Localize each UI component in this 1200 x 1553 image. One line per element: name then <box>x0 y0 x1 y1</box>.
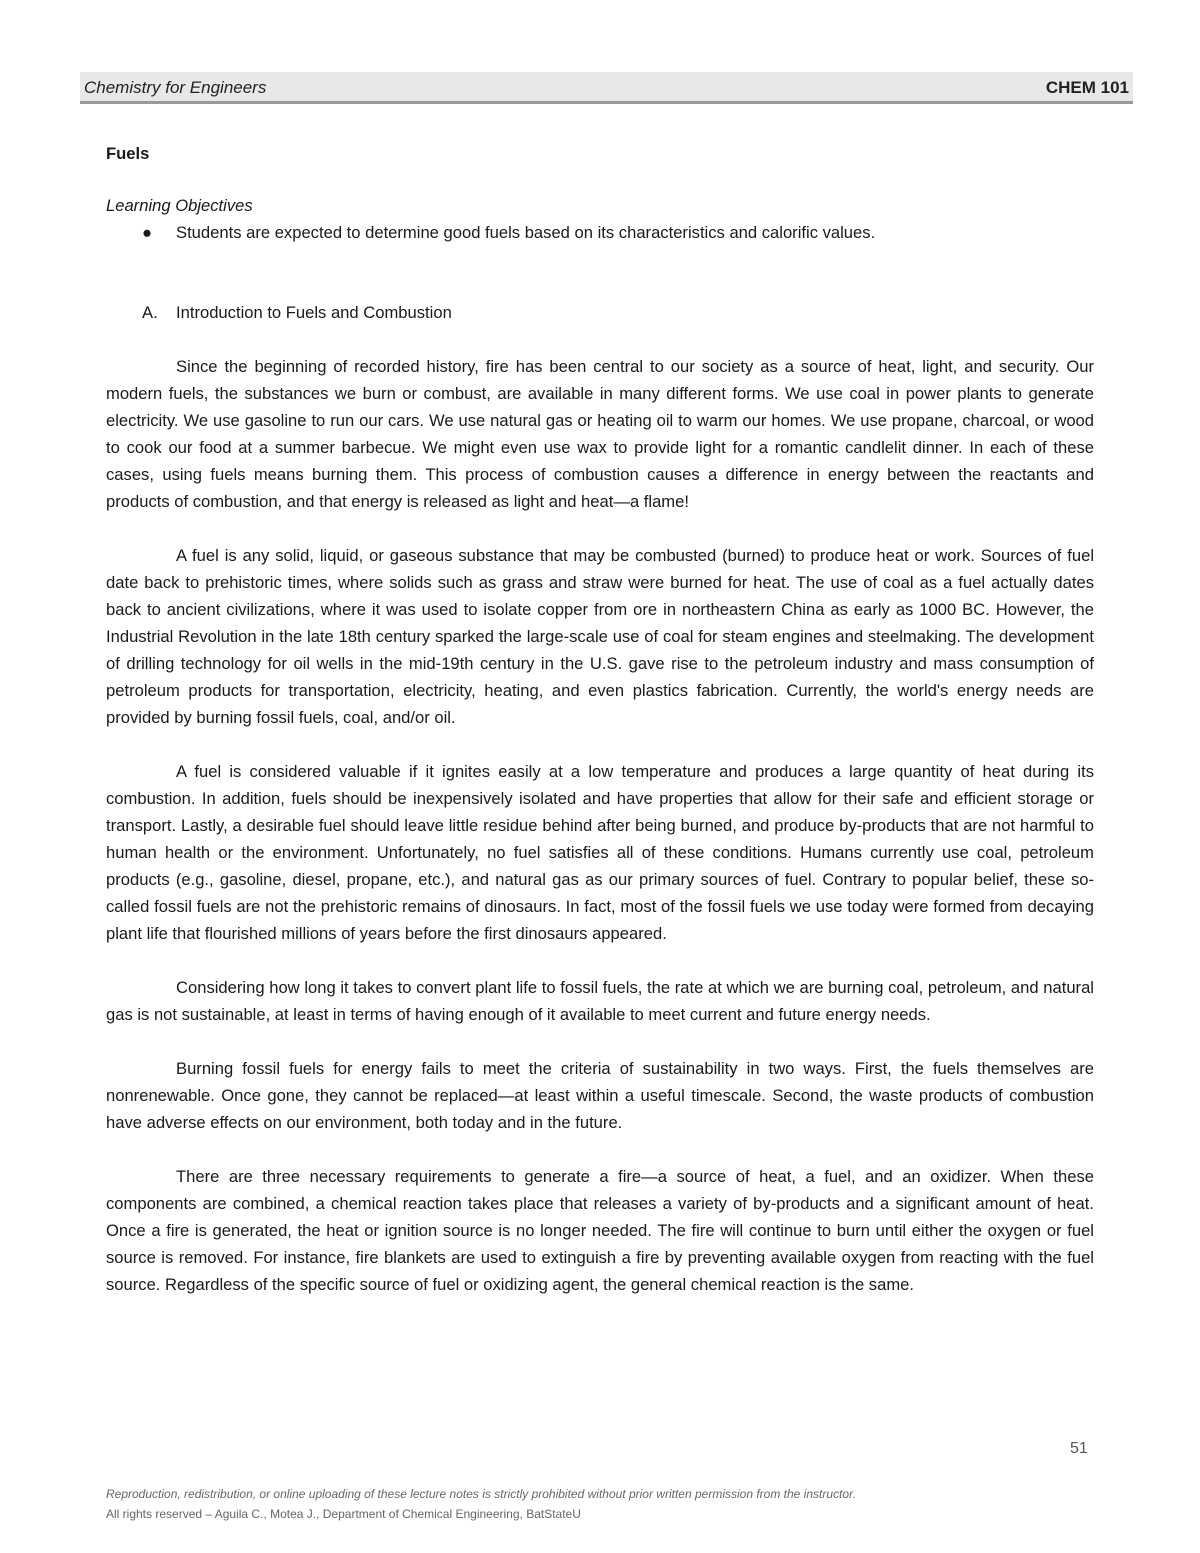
paragraph: There are three necessary requirements to generate a fire—a source of heat, a fuel, and an oxidizer. When these components are combined, a chemical reaction takes place that releases a variety of by-products and a significant amount of heat. Once a fire is generated, the heat or ignition source is no longer needed. The fire will continue to burn until either the oxygen or fuel source is removed. For instance, fire blankets are used to extinguish a fire by preventing available oxygen from reacting with the fuel source. Regardless of the specific source of fuel or oxidizing agent, the general chemical reaction is the same. <box>106 1167 1094 1294</box>
paragraph: A fuel is considered valuable if it ignites easily at a low temperature and produces a large quantity of heat during its combustion. In addition, fuels should be inexpensively isolated and have properties that allow for their safe and efficient storage or transport. Lastly, a desirable fuel should leave little residue behind after being burned, and produce by-products that are not harmful to human health or the environment. Unfortunately, no fuel satisfies all of these conditions. Humans currently use coal, petroleum products (e.g., gasoline, diesel, propane, etc.), and natural gas as our primary sources of fuel. Contrary to popular belief, these so-called fossil fuels are not the prehistoric remains of dinosaurs. In fact, most of the fossil fuels we use today were formed from decaying plant life that flourished millions of years before the first dinosaurs appeared. <box>106 762 1094 943</box>
paragraph: Burning fossil fuels for energy fails to meet the criteria of sustainability in two ways. First, the fuels themselves are nonrenewable. Once gone, they cannot be replaced—at least within a useful timescale. Second, the waste products of combustion have adverse effects on our environment, both today and in the future. <box>106 1059 1094 1132</box>
main-content <box>106 140 1094 1298</box>
subsection-title: Introduction to Fuels and Combustion <box>176 303 452 322</box>
paragraph: Considering how long it takes to convert plant life to fossil fuels, the rate at which we are burning coal, petroleum, and natural gas is not sustainable, at least in terms of having enough of it available to meet current and future energy needs. <box>106 978 1094 1024</box>
list-item <box>106 219 1094 246</box>
section-title: Fuels <box>106 144 150 163</box>
page-number: 51 <box>1070 1440 1088 1457</box>
footer-notice: Reproduction, redistribution, or online uploading of these lecture notes is strictly prohibited without prior written permission from the instructor. <box>106 1487 856 1501</box>
paragraph: Since the beginning of recorded history, fire has been central to our society as a source of heat, light, and security. Our modern fuels, the substances we burn or combust, are available in many different forms. We use coal in power plants to generate electricity. We use gasoline to run our cars. We use natural gas or heating oil to warm our homes. We use propane, charcoal, or wood to cook our food at a summer barbecue. We might even use wax to provide light for a romantic candlelit dinner. In each of these cases, using fuels means burning them. This process of combustion causes a difference in energy between the reactants and products of combustion, and that energy is released as light and heat—a flame! <box>106 357 1094 511</box>
course-code: CHEM 101 <box>1045 78 1129 97</box>
objective-text: Students are expected to determine good fuels based on its characteristics and calorific values. <box>176 223 876 242</box>
subsection-letter: A. <box>142 303 158 322</box>
bullet-icon: ● <box>142 223 153 242</box>
page-header <box>80 72 1133 104</box>
learning-objectives-list <box>106 219 1094 246</box>
footer-rights: All rights reserved – Aguila C., Motea J., Department of Chemical Engineering, BatStateU <box>106 1507 581 1521</box>
subsection-heading <box>106 299 1094 326</box>
paragraph: A fuel is any solid, liquid, or gaseous substance that may be combusted (burned) to produce heat or work. Sources of fuel date back to prehistoric times, where solids such as grass and straw were burned for heat. The use of coal as a fuel actually dates back to ancient civilizations, where it was used to isolate copper from ore in northeastern China as early as 1000 BC. However, the Industrial Revolution in the late 18th century sparked the large-scale use of coal for steam engines and steelmaking. The development of drilling technology for oil wells in the mid-19th century in the U.S. gave rise to the petroleum industry and mass consumption of petroleum products for transportation, electricity, heating, and even plastics fabrication. Currently, the world's energy needs are provided by burning fossil fuels, coal, and/or oil. <box>106 546 1094 727</box>
course-title: Chemistry for Engineers <box>84 78 267 97</box>
learning-objectives-label: Learning Objectives <box>106 196 253 215</box>
